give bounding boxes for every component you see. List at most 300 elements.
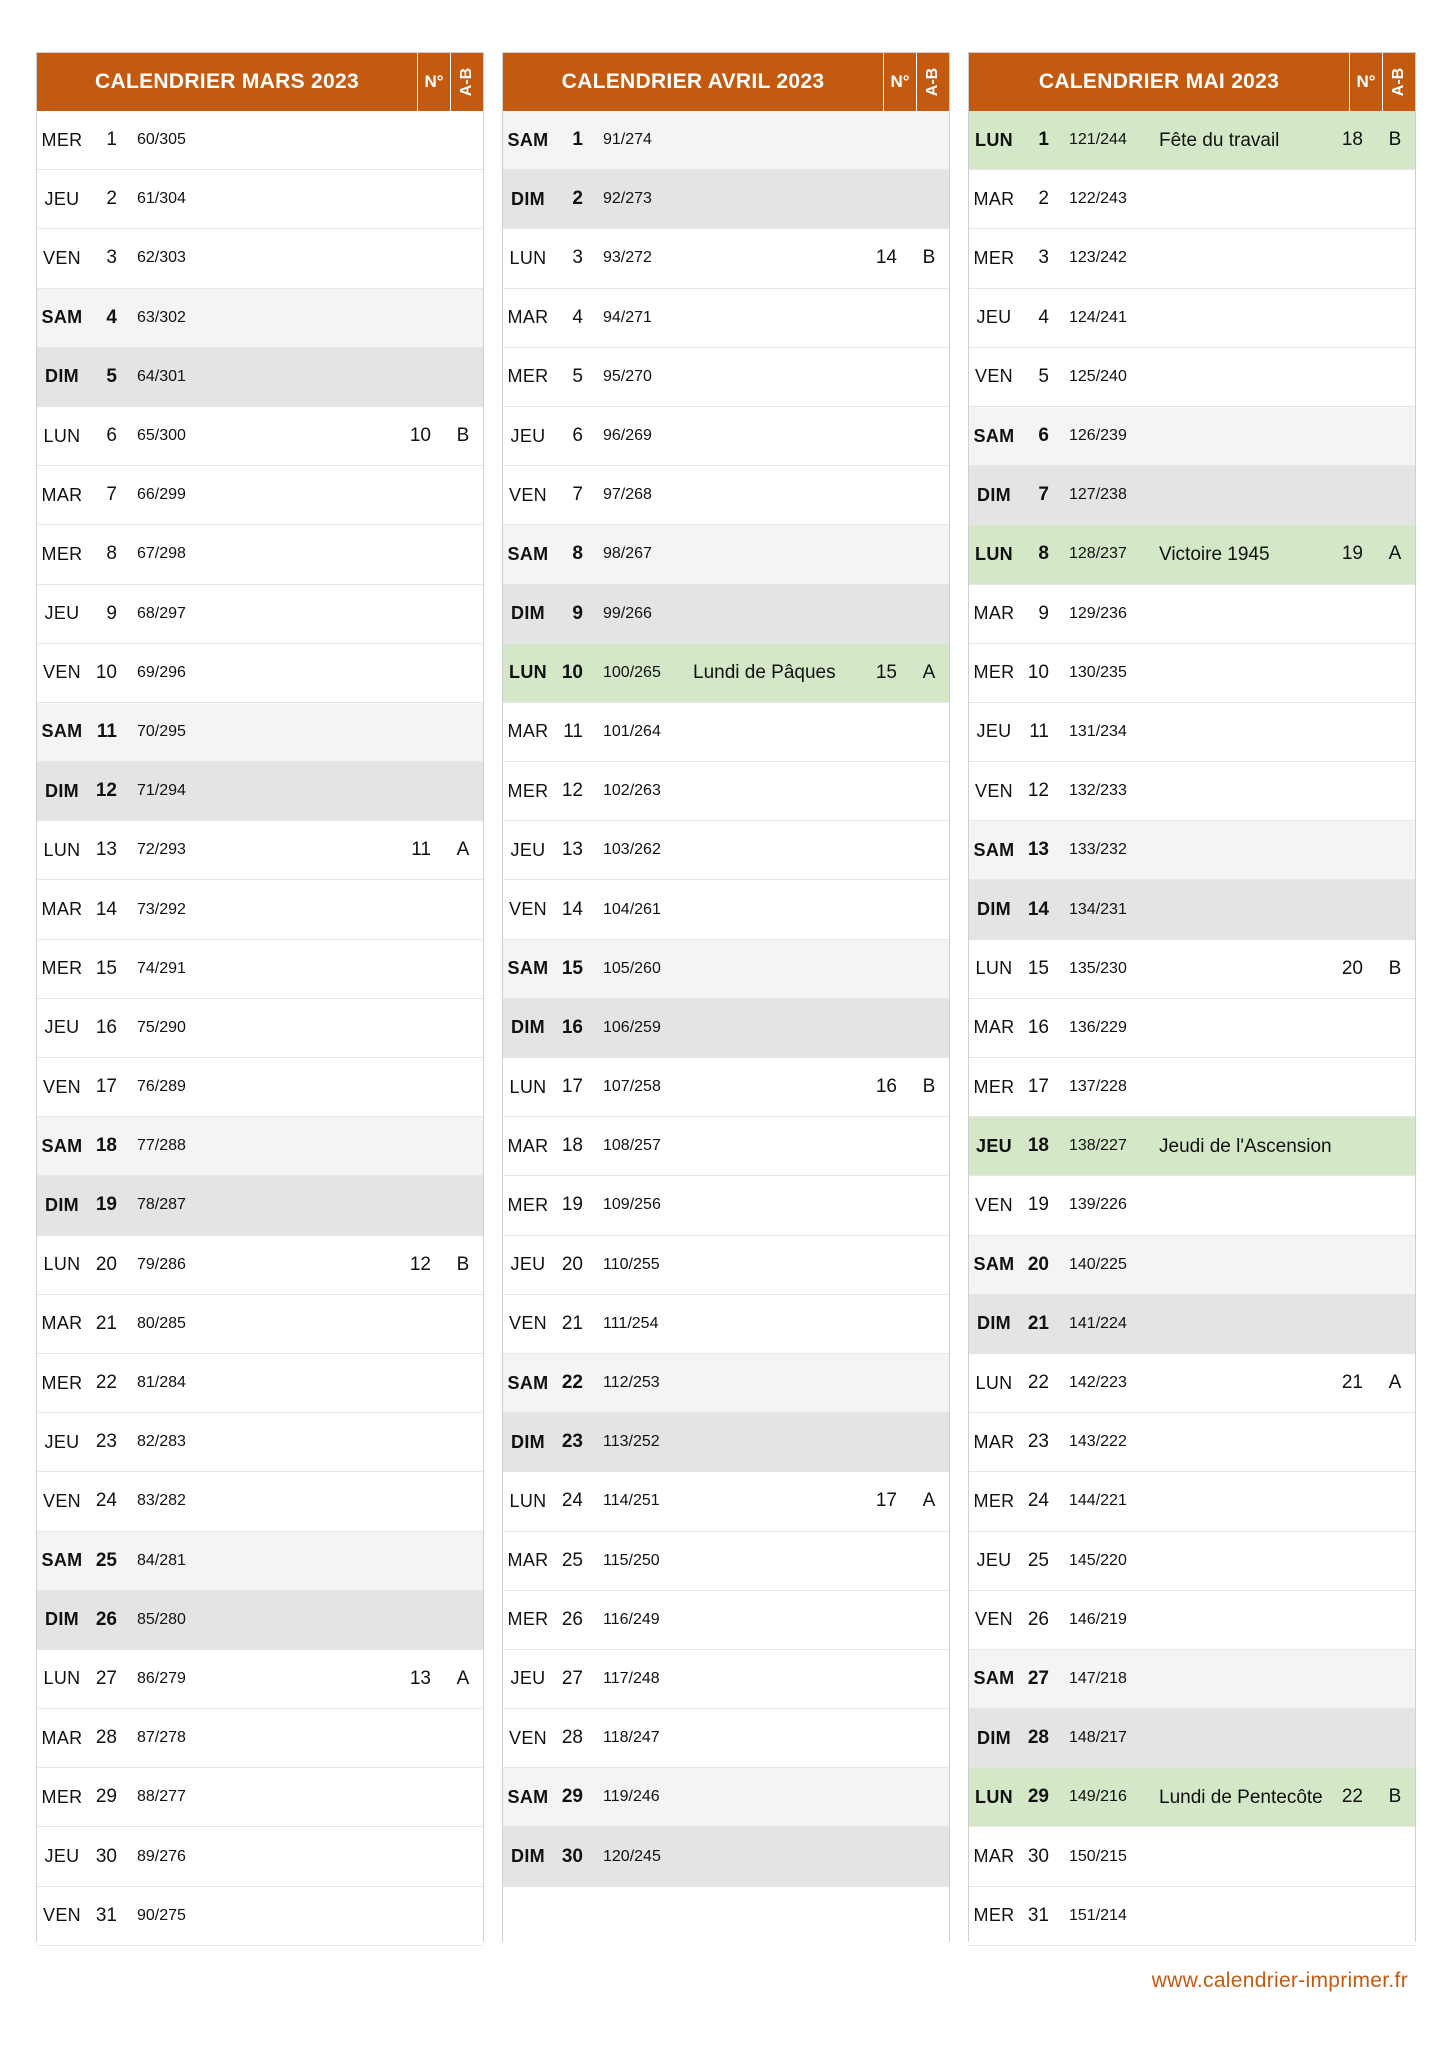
ab-week: [917, 762, 941, 820]
day-number: 9: [106, 602, 117, 624]
day-number: 3: [572, 247, 583, 269]
day-of-year: 141/224: [1069, 1314, 1127, 1332]
ab-week: [1383, 1827, 1407, 1885]
day-row: [503, 1650, 949, 1709]
day-of-week: MER: [41, 958, 83, 979]
ab-week-header-label: A-B: [458, 67, 475, 97]
day-list: [503, 111, 949, 1946]
day-row: [503, 940, 949, 999]
holiday-name: [693, 1591, 873, 1649]
day-of-year: 126/239: [1069, 427, 1127, 445]
day-of-week: MER: [41, 129, 83, 150]
day-list: [37, 111, 483, 1946]
day-number: 19: [561, 1194, 583, 1216]
day-of-year: 89/276: [137, 1847, 186, 1865]
ab-week: [451, 1176, 475, 1234]
holiday-name: [693, 466, 873, 524]
day-row: [37, 1413, 483, 1472]
day-number: 31: [1027, 1904, 1049, 1926]
ab-week: [917, 1591, 941, 1649]
holiday-name: [227, 466, 407, 524]
day-number: 11: [96, 720, 117, 742]
holiday-name: [693, 1709, 873, 1767]
day-of-week: SAM: [41, 721, 83, 742]
holiday-name: [227, 1532, 407, 1590]
day-of-week: LUN: [509, 662, 547, 683]
day-of-year: 129/236: [1069, 604, 1127, 622]
holiday-name: [693, 229, 873, 287]
day-of-week: LUN: [509, 1076, 547, 1097]
day-row: [969, 1472, 1415, 1531]
day-row: [503, 880, 949, 939]
holiday-name: [693, 1058, 873, 1116]
day-number: 29: [1027, 1786, 1049, 1808]
day-row: [969, 525, 1415, 584]
day-of-week: MAR: [973, 603, 1015, 624]
day-of-week: LUN: [509, 1490, 547, 1511]
ab-week: [917, 111, 941, 169]
ab-week: [917, 1176, 941, 1234]
day-row: [969, 762, 1415, 821]
day-of-year: 81/284: [137, 1374, 186, 1392]
day-number: 20: [1027, 1253, 1049, 1275]
ab-week: A: [1388, 1372, 1402, 1394]
ab-week: [451, 1295, 475, 1353]
day-of-week: JEU: [44, 603, 80, 624]
ab-week: [1383, 1236, 1407, 1294]
ab-week: [1383, 229, 1407, 287]
day-row: [503, 1295, 949, 1354]
day-of-week: MAR: [973, 1846, 1015, 1867]
day-of-week: JEU: [510, 425, 546, 446]
holiday-name: [1159, 1472, 1339, 1530]
holiday-name: [1159, 1236, 1339, 1294]
day-row: [969, 703, 1415, 762]
day-of-week: LUN: [43, 1668, 81, 1689]
day-row: [969, 229, 1415, 288]
day-of-year: 105/260: [603, 959, 661, 977]
week-number-header: N°: [417, 53, 450, 111]
day-row: [503, 821, 949, 880]
day-of-week: DIM: [45, 1609, 79, 1630]
day-of-year: 99/266: [603, 604, 652, 622]
day-of-week: SAM: [507, 129, 549, 150]
ab-week: [917, 940, 941, 998]
day-of-year: 116/249: [603, 1610, 660, 1628]
day-number: 21: [561, 1312, 583, 1334]
day-of-week: LUN: [975, 543, 1013, 564]
day-row: [969, 1591, 1415, 1650]
holiday-name: [693, 1117, 873, 1175]
day-of-year: 63/302: [137, 308, 186, 326]
holiday-name: [227, 1768, 407, 1826]
ab-week: [917, 1354, 941, 1412]
week-number-header: N°: [1349, 53, 1382, 111]
day-of-year: 66/299: [137, 486, 186, 504]
day-of-year: 114/251: [603, 1492, 660, 1510]
day-row: [969, 585, 1415, 644]
day-of-week: MAR: [41, 484, 83, 505]
day-number: 2: [106, 188, 117, 210]
day-row: [37, 585, 483, 644]
ab-week: [917, 525, 941, 583]
day-row: [37, 762, 483, 821]
day-of-year: 151/214: [1069, 1906, 1127, 1924]
day-of-week: JEU: [510, 1668, 546, 1689]
day-of-week: JEU: [976, 1550, 1012, 1571]
holiday-name: [1159, 1295, 1339, 1353]
day-of-year: 137/228: [1069, 1078, 1127, 1096]
day-number: 24: [1027, 1490, 1049, 1512]
holiday-name: [227, 880, 407, 938]
ab-week: [917, 880, 941, 938]
holiday-name: [227, 762, 407, 820]
ab-week: [451, 525, 475, 583]
ab-week: [917, 1236, 941, 1294]
day-of-year: 60/305: [137, 131, 186, 149]
day-of-year: 64/301: [137, 367, 186, 385]
day-row: [503, 407, 949, 466]
day-number: 7: [106, 484, 117, 506]
day-of-year: 106/259: [603, 1018, 661, 1036]
day-of-week: MER: [973, 247, 1015, 268]
website-link[interactable]: www.calendrier-imprimer.fr: [1151, 1969, 1408, 1992]
holiday-name: [1159, 229, 1339, 287]
day-row: [969, 1058, 1415, 1117]
week-number: 17: [875, 1490, 897, 1512]
ab-week: [1383, 1709, 1407, 1767]
day-of-week: DIM: [977, 899, 1011, 920]
month-title: CALENDRIER MAI 2023: [1038, 70, 1280, 93]
holiday-name: [693, 1354, 873, 1412]
day-of-year: 134/231: [1069, 900, 1127, 918]
day-row: [37, 289, 483, 348]
day-of-year: 69/296: [137, 663, 186, 681]
day-of-week: VEN: [975, 780, 1013, 801]
day-of-year: 136/229: [1069, 1018, 1127, 1036]
day-of-year: 146/219: [1069, 1610, 1127, 1628]
day-number: 11: [1029, 720, 1049, 742]
holiday-name: [227, 585, 407, 643]
day-row: [37, 1768, 483, 1827]
day-number: 24: [561, 1490, 583, 1512]
holiday-name: [693, 289, 873, 347]
ab-week: [1383, 170, 1407, 228]
holiday-name: [693, 111, 873, 169]
holiday-name: [227, 1591, 407, 1649]
day-number: 16: [561, 1016, 583, 1038]
day-of-year: 128/237: [1069, 545, 1127, 563]
day-number: 6: [106, 425, 117, 447]
holiday-name: [1159, 1591, 1339, 1649]
holiday-name: [227, 1709, 407, 1767]
day-row: [503, 1058, 949, 1117]
ab-week: [1383, 1591, 1407, 1649]
ab-week: [917, 1827, 941, 1885]
day-number: 8: [572, 543, 583, 565]
day-number: 30: [561, 1845, 583, 1867]
day-number: 5: [106, 365, 117, 387]
day-of-year: 145/220: [1069, 1551, 1127, 1569]
day-of-week: LUN: [975, 129, 1013, 150]
holiday-name: [1159, 1354, 1339, 1412]
day-of-week: SAM: [507, 1372, 549, 1393]
holiday-name: [227, 229, 407, 287]
day-row: [37, 940, 483, 999]
holiday-name: [227, 1472, 407, 1530]
day-of-week: MER: [973, 1076, 1015, 1097]
day-number: 17: [561, 1076, 583, 1098]
day-of-year: 98/267: [603, 545, 652, 563]
day-number: 8: [106, 543, 117, 565]
day-of-week: VEN: [43, 247, 81, 268]
day-of-week: JEU: [976, 307, 1012, 328]
day-of-week: VEN: [43, 662, 81, 683]
holiday-name: [227, 940, 407, 998]
day-of-week: LUN: [975, 1372, 1013, 1393]
day-of-year: 61/304: [137, 190, 186, 208]
day-row: [37, 1709, 483, 1768]
ab-week: [917, 466, 941, 524]
day-number: 23: [95, 1431, 117, 1453]
day-number: 26: [561, 1608, 583, 1630]
day-number: 15: [1027, 957, 1049, 979]
day-row: [37, 1591, 483, 1650]
day-number: 20: [561, 1253, 583, 1275]
day-row: [503, 1768, 949, 1827]
day-number: 23: [1027, 1431, 1049, 1453]
day-of-week: LUN: [509, 247, 547, 268]
day-row: [503, 525, 949, 584]
ab-week: [451, 880, 475, 938]
day-number: 1: [1038, 129, 1049, 151]
ab-week: [917, 1650, 941, 1708]
day-row: [37, 1532, 483, 1591]
day-number: 18: [95, 1135, 117, 1157]
day-of-year: 119/246: [603, 1788, 660, 1806]
day-row: [503, 1176, 949, 1235]
week-number: 19: [1341, 543, 1363, 565]
day-of-year: 83/282: [137, 1492, 186, 1510]
holiday-name: Lundi de Pâques: [693, 662, 836, 684]
day-of-year: 130/235: [1069, 663, 1127, 681]
day-row: [37, 407, 483, 466]
day-number: 5: [572, 365, 583, 387]
day-of-year: 91/274: [603, 131, 652, 149]
day-number: 12: [95, 780, 117, 802]
day-of-week: SAM: [507, 1786, 549, 1807]
day-number: 26: [1027, 1608, 1049, 1630]
day-of-week: VEN: [509, 484, 547, 505]
day-of-week: VEN: [975, 1194, 1013, 1215]
ab-week: [1383, 762, 1407, 820]
day-of-year: 102/263: [603, 782, 661, 800]
day-row: [503, 1591, 949, 1650]
day-row: [969, 821, 1415, 880]
ab-week: [1383, 1413, 1407, 1471]
holiday-name: [227, 407, 407, 465]
day-row: [969, 1768, 1415, 1827]
ab-week: [917, 999, 941, 1057]
holiday-name: [227, 821, 407, 879]
day-of-year: 95/270: [603, 367, 652, 385]
holiday-name: [693, 585, 873, 643]
day-of-year: 65/300: [137, 427, 186, 445]
holiday-name: [693, 762, 873, 820]
day-of-year: 67/298: [137, 545, 186, 563]
holiday-name: [1159, 1532, 1339, 1590]
day-number: 24: [95, 1490, 117, 1512]
week-number: 22: [1341, 1786, 1363, 1808]
day-of-week: SAM: [41, 1135, 83, 1156]
holiday-name: [693, 1472, 873, 1530]
day-number: 1: [572, 129, 583, 151]
day-of-week: LUN: [975, 1786, 1013, 1807]
day-of-year: 68/297: [137, 604, 186, 622]
day-number: 10: [95, 661, 117, 683]
day-number: 2: [572, 188, 583, 210]
ab-week: [917, 289, 941, 347]
day-number: 4: [106, 306, 117, 328]
day-number: 30: [1027, 1845, 1049, 1867]
day-of-week: DIM: [977, 1313, 1011, 1334]
day-of-week: VEN: [975, 1609, 1013, 1630]
day-number: 27: [561, 1667, 583, 1689]
day-of-year: 108/257: [603, 1137, 661, 1155]
day-of-year: 121/244: [1069, 131, 1127, 149]
day-of-year: 125/240: [1069, 367, 1127, 385]
day-row: [969, 348, 1415, 407]
day-of-week: MAR: [41, 1727, 83, 1748]
day-number: 4: [1038, 306, 1049, 328]
day-of-week: MER: [41, 1372, 83, 1393]
holiday-name: [693, 525, 873, 583]
day-row: [969, 1709, 1415, 1768]
day-number: 17: [95, 1076, 117, 1098]
day-row: [503, 762, 949, 821]
ab-week: B: [456, 425, 470, 447]
day-number: 23: [561, 1431, 583, 1453]
day-of-year: 131/234: [1069, 722, 1127, 740]
day-number: 6: [1038, 425, 1049, 447]
day-of-week: JEU: [510, 839, 546, 860]
day-row: [37, 1472, 483, 1531]
day-of-week: DIM: [977, 1727, 1011, 1748]
day-of-year: 92/273: [603, 190, 652, 208]
day-of-week: SAM: [507, 958, 549, 979]
holiday-name: [227, 1413, 407, 1471]
ab-week: [451, 644, 475, 702]
day-number: 19: [95, 1194, 117, 1216]
week-number: 12: [409, 1253, 431, 1275]
holiday-name: [1159, 585, 1339, 643]
day-of-year: 113/252: [603, 1433, 660, 1451]
day-row: [969, 999, 1415, 1058]
day-of-week: MAR: [973, 188, 1015, 209]
day-number: 29: [561, 1786, 583, 1808]
day-of-week: VEN: [975, 366, 1013, 387]
day-row: [969, 289, 1415, 348]
holiday-name: [227, 1236, 407, 1294]
day-of-week: SAM: [41, 1550, 83, 1571]
holiday-name: [1159, 348, 1339, 406]
day-row: [37, 466, 483, 525]
holiday-name: [693, 1413, 873, 1471]
ab-week: [451, 1413, 475, 1471]
day-of-week: DIM: [45, 1194, 79, 1215]
month-title: CALENDRIER AVRIL 2023: [561, 70, 825, 93]
ab-week: [1383, 585, 1407, 643]
holiday-name: [227, 170, 407, 228]
day-row: [503, 289, 949, 348]
day-number: 6: [572, 425, 583, 447]
day-row: [969, 1236, 1415, 1295]
day-of-year: 142/223: [1069, 1374, 1127, 1392]
day-row: [503, 1827, 949, 1886]
day-row: [37, 525, 483, 584]
ab-week: [451, 1472, 475, 1530]
ab-week: [1383, 1295, 1407, 1353]
holiday-name: [693, 1650, 873, 1708]
day-of-week: MAR: [507, 721, 549, 742]
day-of-week: JEU: [510, 1254, 546, 1275]
ab-week: [1383, 880, 1407, 938]
holiday-name: [227, 1354, 407, 1412]
day-row: [37, 1176, 483, 1235]
day-of-week: MER: [507, 780, 549, 801]
day-number: 22: [95, 1372, 117, 1394]
holiday-name: Lundi de Pentecôte: [1159, 1786, 1323, 1808]
ab-week: [451, 703, 475, 761]
day-number: 14: [1027, 898, 1049, 920]
ab-week-header: [450, 53, 483, 111]
day-of-year: 117/248: [603, 1669, 660, 1687]
week-number: 16: [875, 1076, 897, 1098]
day-row: [503, 111, 949, 170]
day-number: 31: [95, 1904, 117, 1926]
day-row: [969, 880, 1415, 939]
day-of-week: VEN: [509, 1313, 547, 1334]
day-number: 15: [95, 957, 117, 979]
ab-week: [917, 1709, 941, 1767]
holiday-name: [227, 644, 407, 702]
holiday-name: Victoire 1945: [1159, 543, 1270, 565]
day-of-week: MER: [41, 543, 83, 564]
day-of-week: MAR: [507, 1550, 549, 1571]
day-of-year: 74/291: [137, 959, 186, 977]
day-of-week: VEN: [43, 1076, 81, 1097]
day-of-year: 86/279: [137, 1669, 186, 1687]
ab-week: [917, 821, 941, 879]
day-number: 3: [1038, 247, 1049, 269]
holiday-name: [1159, 1650, 1339, 1708]
day-number: 27: [95, 1667, 117, 1689]
ab-week: [917, 1117, 941, 1175]
day-number: 12: [561, 780, 583, 802]
holiday-name: [227, 111, 407, 169]
holiday-name: [1159, 762, 1339, 820]
day-row: [503, 703, 949, 762]
ab-week: [451, 289, 475, 347]
ab-week: [917, 407, 941, 465]
day-of-week: SAM: [507, 543, 549, 564]
day-of-year: 123/242: [1069, 249, 1127, 267]
day-row: [503, 644, 949, 703]
day-number: 16: [1027, 1016, 1049, 1038]
day-row: [969, 1295, 1415, 1354]
day-of-week: JEU: [44, 1017, 80, 1038]
ab-week: [451, 348, 475, 406]
